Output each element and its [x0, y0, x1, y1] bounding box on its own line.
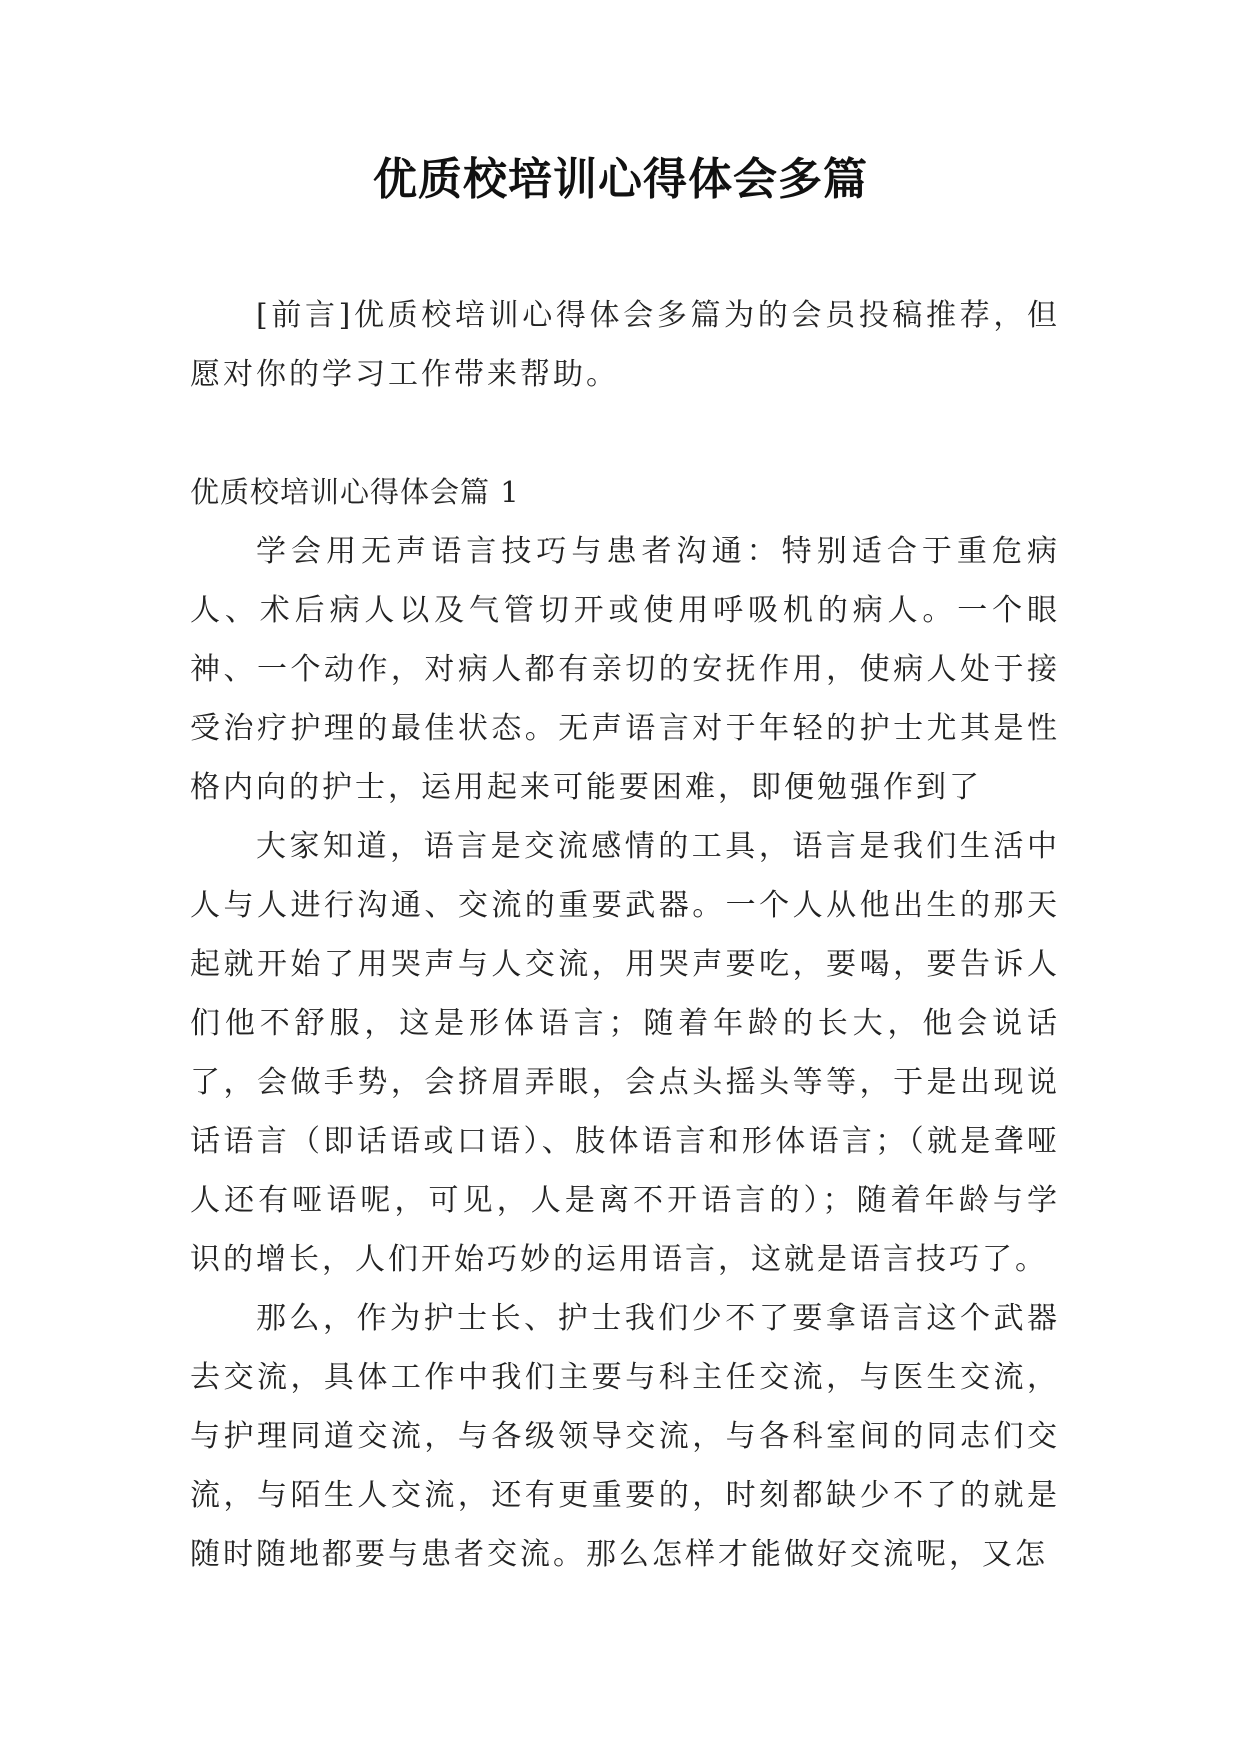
body-paragraph: 那么，作为护士长、护士我们少不了要拿语言这个武器去交流，具体工作中我们主要与科主任交流，与医生交流，与护理同道交流，与各级领导交流，与各科室间的同志们交流，与陌生人交流，还有更重要的，时刻都缺少不了的就是随时随地都要与患者交流。那么怎样才能做好交流呢，又怎 — [190, 1301, 1060, 1572]
body-paragraph: 学会用无声语言技巧与患者沟通：特别适合于重危病人、术后病人以及气管切开或使用呼吸机的病人。一个眼神、一个动作，对病人都有亲切的安抚作用，使病人处于接受治疗护理的最佳状态。无声语言对于年轻的护士尤其是性格内向的护士，运用起来可能要困难，即便勉强作到了 — [190, 534, 1060, 805]
section-body — [190, 522, 1060, 1584]
preface-block — [190, 286, 1060, 404]
body-paragraph: 大家知道，语言是交流感情的工具，语言是我们生活中人与人进行沟通、交流的重要武器。一个人从他出生的那天起就开始了用哭声与人交流，用哭声要吃，要喝，要告诉人们他不舒服，这是形体语言；随着年龄的长大，他会说话了，会做手势，会挤眉弄眼，会点头摇头等等，于是出现说话语言（即话语或口语）、肢体语言和形体语言；（就是聋哑人还有哑语呢，可见，人是离不开语言的）；随着年龄与学识的增长，人们开始巧妙的运用语言，这就是语言技巧了。 — [190, 829, 1060, 1277]
document-title: 优质校培训心得体会多篇 — [373, 154, 868, 205]
preface-paragraph: [前言]优质校培训心得体会多篇为的会员投稿推荐，但愿对你的学习工作带来帮助。 — [190, 298, 1060, 392]
section-heading: 优质校培训心得体会篇 1 — [190, 475, 520, 509]
